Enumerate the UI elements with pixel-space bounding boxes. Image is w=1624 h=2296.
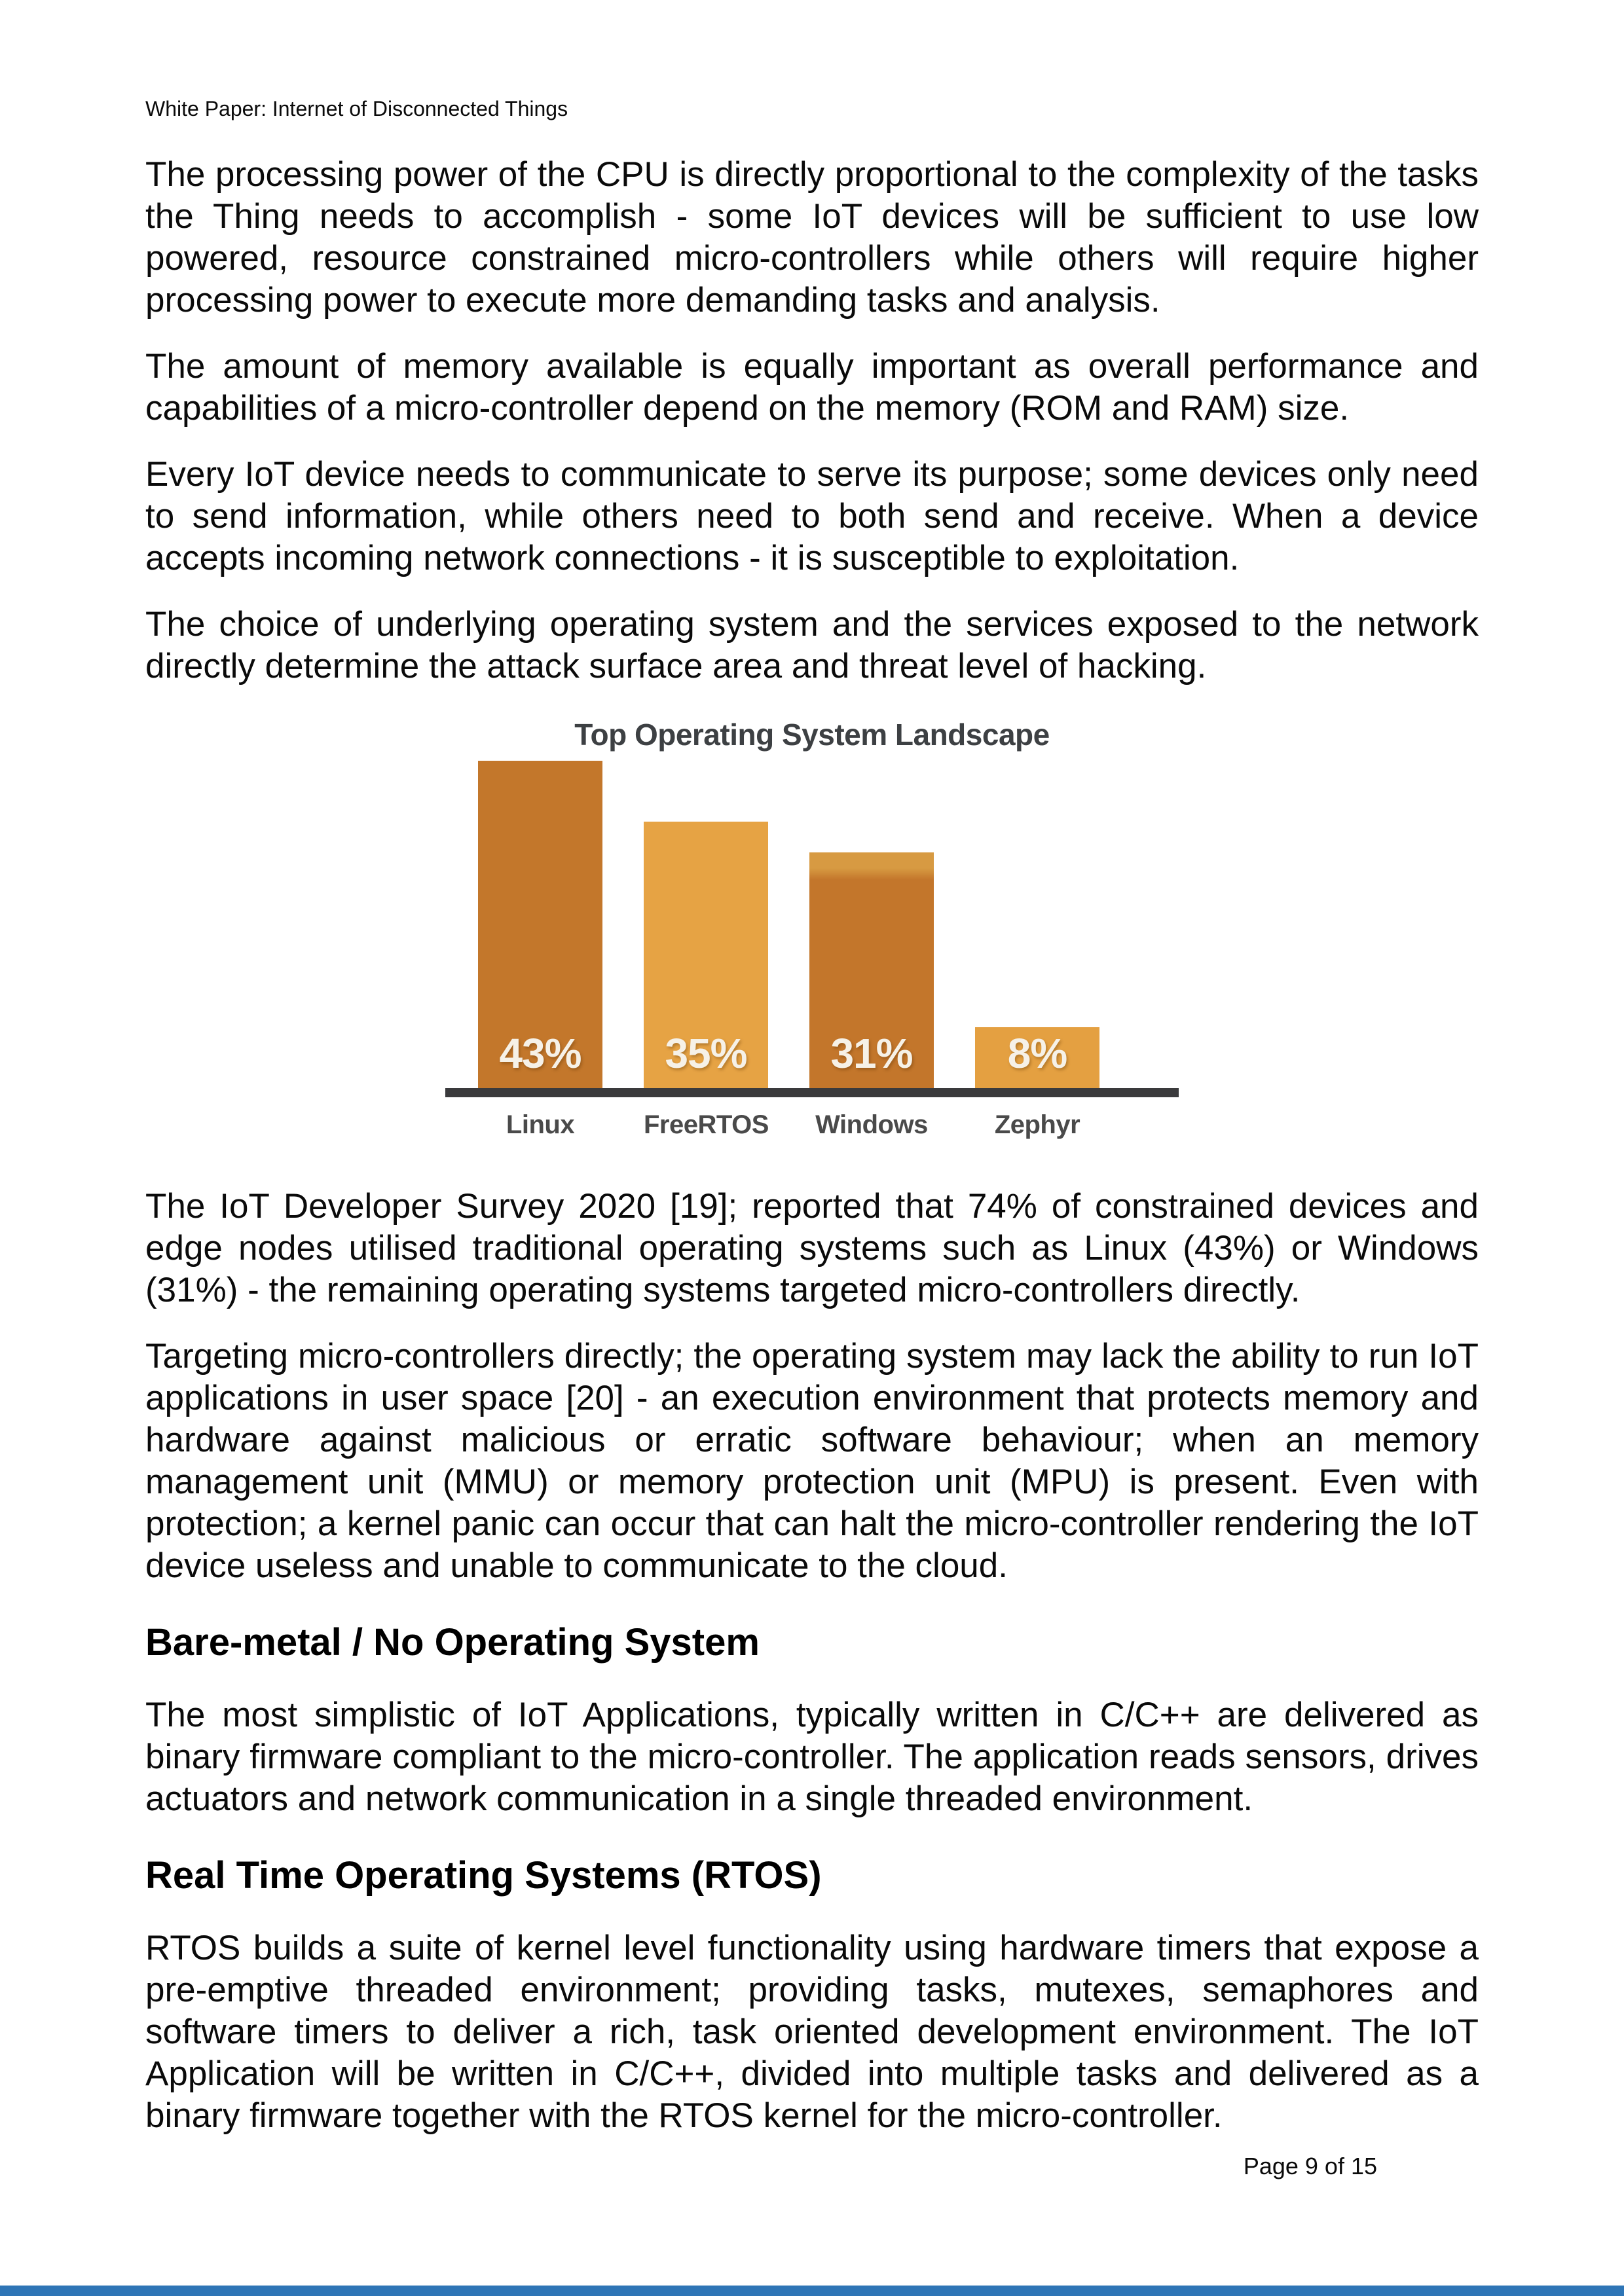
os-landscape-bar-chart [445,717,1179,1140]
paragraph-targeting-mcu: Targeting micro-controllers directly; the operating system may lack the ability to run IoT applications in user space [20] - an execution environment that protects memory and hardware against malicious or erratic software behaviour; when an memory management unit (MMU) or memory protection unit (MPU) is present. Even with protection; a kernel panic can occur that can halt the micro-controller rendering the IoT device useless and unable to communicate to the cloud. [145,1337,1479,1585]
bar-value-label-zephyr: 8% [1007,1030,1067,1077]
bar-value-label-windows: 31% [830,1030,913,1077]
bar-column-linux [478,753,602,1088]
bar-freertos [644,822,768,1088]
bar-value-label-linux: 43% [499,1030,581,1077]
bar-zephyr [975,1027,1099,1088]
bar-column-freertos [644,753,768,1088]
paragraph-memory: The amount of memory available is equally important as overall performance and capabilities of a micro-controller depend on the memory (ROM and RAM) size. [145,347,1479,428]
heading-rtos: Real Time Operating Systems (RTOS) [145,1854,822,1897]
running-header: White Paper: Internet of Disconnected Things [145,97,568,120]
bar-column-windows [809,753,934,1088]
page-number: Page 9 of 15 [1243,2153,1377,2179]
category-label-zephyr: Zephyr [994,1110,1080,1139]
paragraph-bare-metal: The most simplistic of IoT Applications, typically written in C/C++ are delivered as binary firmware compliant to the micro-controller. The application reads sensors, drives actuators and network communication in a single threaded environment. [145,1696,1479,1818]
category-label-windows: Windows [815,1110,928,1139]
bar-value-label-freertos: 35% [665,1030,747,1077]
bar-linux [478,761,602,1088]
bar-column-zephyr [975,753,1099,1088]
category-label-linux: Linux [506,1110,575,1139]
paragraph-cpu-power: The processing power of the CPU is directly proportional to the complexity of the tasks the Thing needs to accomplish - some IoT devices will be sufficient to use low powered, resource constrained micro-controllers while others will require higher processing power to execute more demanding tasks and analysis. [145,155,1479,319]
chart-plot-area [445,753,1179,1088]
paragraph-os-choice: The choice of underlying operating system and the services exposed to the network directly determine the attack surface area and threat level of hacking. [145,605,1479,685]
heading-bare-metal: Bare-metal / No Operating System [145,1621,760,1664]
chart-x-axis-line [445,1088,1179,1097]
paragraph-survey: The IoT Developer Survey 2020 [19]; reported that 74% of constrained devices and edge nodes utilised traditional operating systems such as Linux (43%) or Windows (31%) - the remaining operating systems targeted micro-controllers directly. [145,1187,1479,1309]
paragraph-rtos: RTOS builds a suite of kernel level functionality using hardware timers that expose a pre-emptive threaded environment; providing tasks, mutexes, semaphores and software timers to deliver a rich, task oriented development environment. The IoT Application will be written in C/C++, divided into multiple tasks and delivered as a binary firmware together with the RTOS kernel for the micro-controller. [145,1929,1479,2135]
category-label-freertos: FreeRTOS [644,1110,769,1139]
bar-windows [809,852,934,1088]
paragraph-communication: Every IoT device needs to communicate to serve its purpose; some devices only need to send information, while others need to both send and receive. When a device accepts incoming network connections - it is susceptible to exploitation. [145,455,1479,577]
chart-title: Top Operating System Landscape [574,718,1050,752]
chart-category-labels [445,1097,1179,1140]
footer-accent-bar [0,2286,1624,2296]
